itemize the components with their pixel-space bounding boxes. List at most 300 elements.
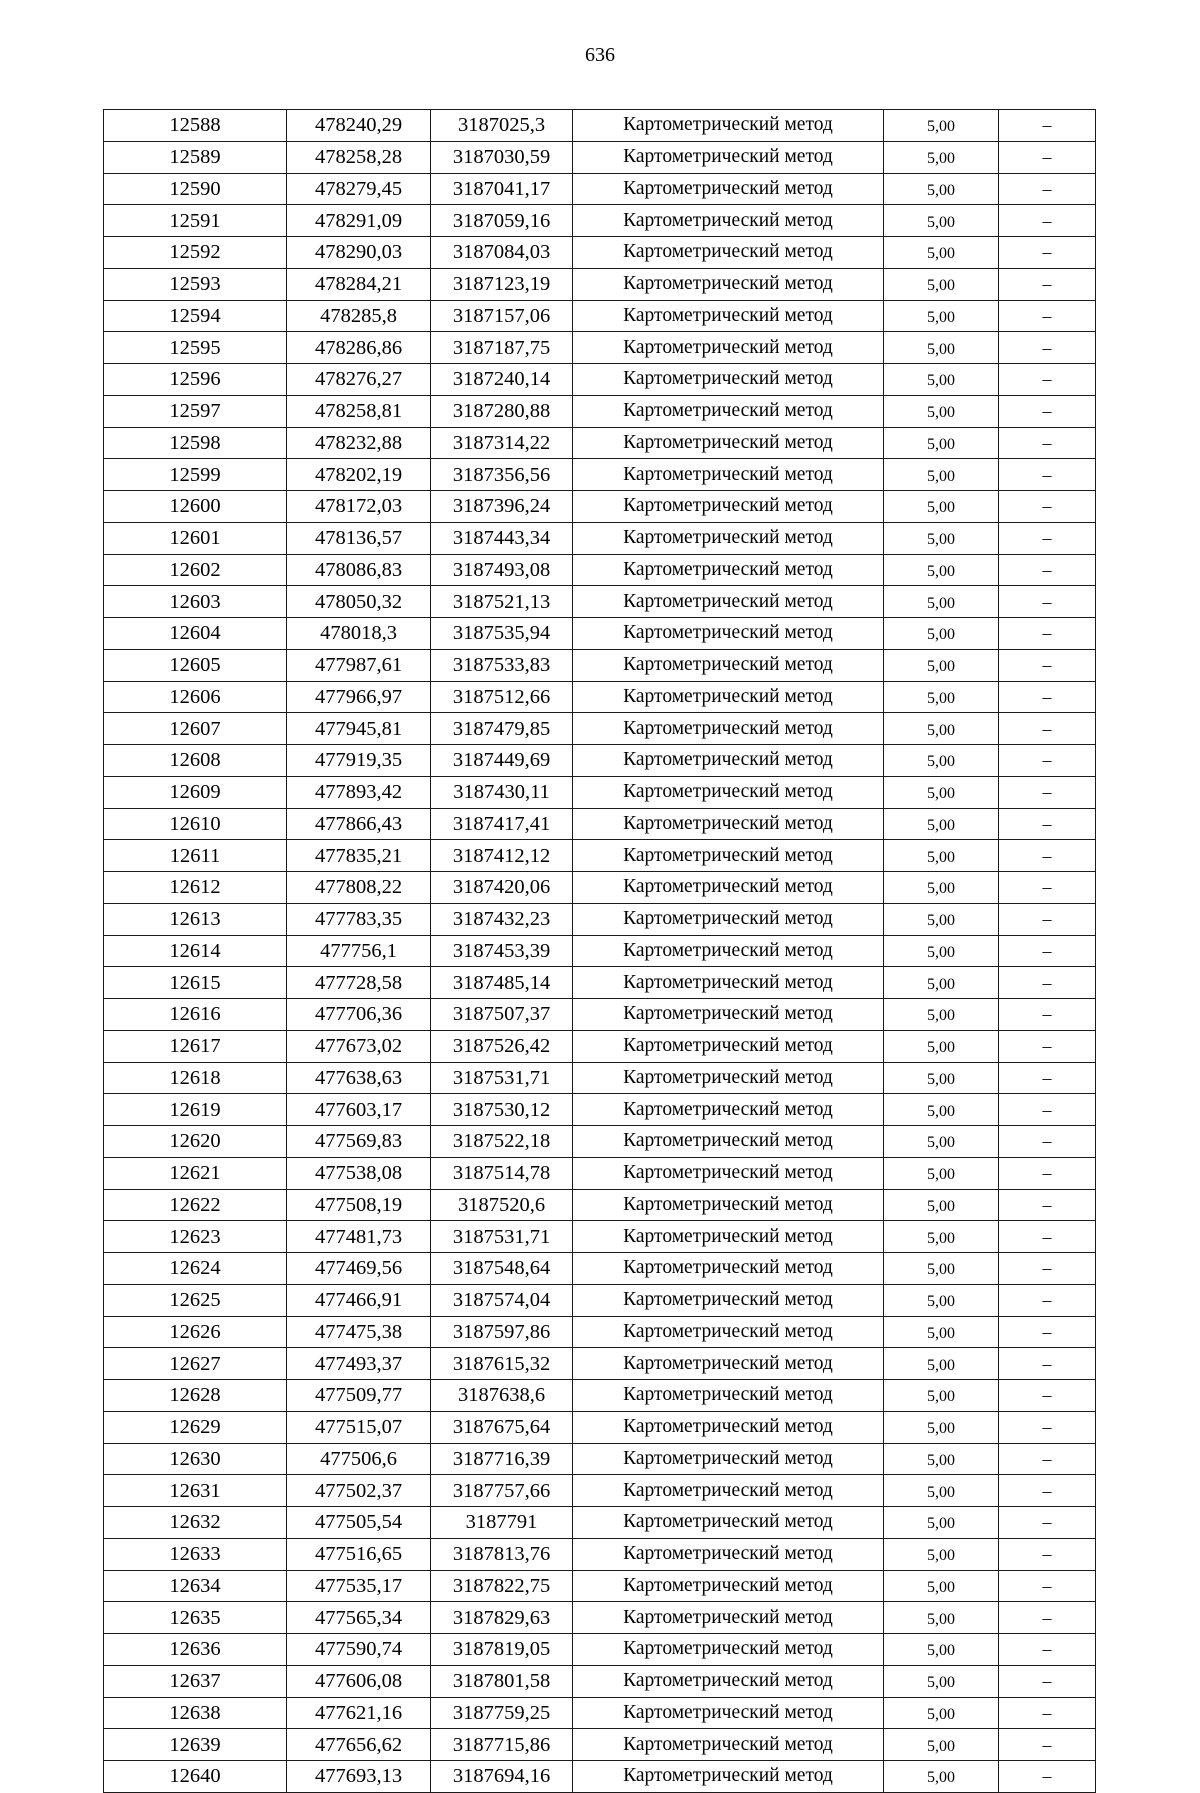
x-coordinate-cell: 477728,58: [287, 967, 431, 999]
table-row: [104, 1538, 1096, 1570]
accuracy-cell: 5,00: [884, 1761, 999, 1793]
table-row: [104, 1253, 1096, 1285]
accuracy-cell: 5,00: [884, 1221, 999, 1253]
note-cell: –: [999, 491, 1096, 523]
point-number-cell: 12635: [104, 1602, 287, 1634]
method-cell: Картометрический метод: [573, 1665, 884, 1697]
note-cell: –: [999, 1634, 1096, 1666]
y-coordinate-cell: 3187041,17: [431, 173, 573, 205]
y-coordinate-cell: 3187522,18: [431, 1126, 573, 1158]
accuracy-cell: 5,00: [884, 110, 999, 142]
accuracy-cell: 5,00: [884, 713, 999, 745]
x-coordinate-cell: 477621,16: [287, 1697, 431, 1729]
note-cell: –: [999, 1189, 1096, 1221]
method-cell: Картометрический метод: [573, 427, 884, 459]
x-coordinate-cell: 477756,1: [287, 935, 431, 967]
table-row: [104, 1030, 1096, 1062]
point-number-cell: 12633: [104, 1538, 287, 1570]
accuracy-cell: 5,00: [884, 1348, 999, 1380]
point-number-cell: 12607: [104, 713, 287, 745]
table-row: [104, 1729, 1096, 1761]
y-coordinate-cell: 3187420,06: [431, 872, 573, 904]
y-coordinate-cell: 3187759,25: [431, 1697, 573, 1729]
x-coordinate-cell: 477945,81: [287, 713, 431, 745]
table-row: [104, 681, 1096, 713]
method-cell: Картометрический метод: [573, 364, 884, 396]
accuracy-cell: 5,00: [884, 745, 999, 777]
accuracy-cell: 5,00: [884, 1253, 999, 1285]
table-row: [104, 395, 1096, 427]
method-cell: Картометрический метод: [573, 554, 884, 586]
x-coordinate-cell: 478018,3: [287, 618, 431, 650]
point-number-cell: 12632: [104, 1507, 287, 1539]
table-row: [104, 1157, 1096, 1189]
table-row: [104, 1348, 1096, 1380]
y-coordinate-cell: 3187432,23: [431, 903, 573, 935]
table-row: [104, 903, 1096, 935]
note-cell: –: [999, 713, 1096, 745]
accuracy-cell: 5,00: [884, 427, 999, 459]
y-coordinate-cell: 3187813,76: [431, 1538, 573, 1570]
point-number-cell: 12618: [104, 1062, 287, 1094]
method-cell: Картометрический метод: [573, 935, 884, 967]
table-row: [104, 427, 1096, 459]
method-cell: Картометрический метод: [573, 1761, 884, 1793]
note-cell: –: [999, 1348, 1096, 1380]
accuracy-cell: 5,00: [884, 586, 999, 618]
method-cell: Картометрический метод: [573, 1475, 884, 1507]
table-row: [104, 586, 1096, 618]
y-coordinate-cell: 3187453,39: [431, 935, 573, 967]
note-cell: –: [999, 1570, 1096, 1602]
x-coordinate-cell: 478291,09: [287, 205, 431, 237]
x-coordinate-cell: 477516,65: [287, 1538, 431, 1570]
point-number-cell: 12594: [104, 300, 287, 332]
method-cell: Картометрический метод: [573, 1443, 884, 1475]
y-coordinate-cell: 3187512,66: [431, 681, 573, 713]
method-cell: Картометрический метод: [573, 967, 884, 999]
accuracy-cell: 5,00: [884, 1538, 999, 1570]
method-cell: Картометрический метод: [573, 1316, 884, 1348]
accuracy-cell: 5,00: [884, 1189, 999, 1221]
accuracy-cell: 5,00: [884, 1380, 999, 1412]
method-cell: Картометрический метод: [573, 1538, 884, 1570]
note-cell: –: [999, 1094, 1096, 1126]
point-number-cell: 12626: [104, 1316, 287, 1348]
point-number-cell: 12610: [104, 808, 287, 840]
point-number-cell: 12621: [104, 1157, 287, 1189]
method-cell: Картометрический метод: [573, 491, 884, 523]
accuracy-cell: 5,00: [884, 808, 999, 840]
point-number-cell: 12624: [104, 1253, 287, 1285]
y-coordinate-cell: 3187530,12: [431, 1094, 573, 1126]
table-row: [104, 1411, 1096, 1443]
point-number-cell: 12598: [104, 427, 287, 459]
point-number-cell: 12640: [104, 1761, 287, 1793]
table-row: [104, 459, 1096, 491]
accuracy-cell: 5,00: [884, 395, 999, 427]
note-cell: –: [999, 173, 1096, 205]
table-row: [104, 808, 1096, 840]
point-number-cell: 12623: [104, 1221, 287, 1253]
method-cell: Картометрический метод: [573, 173, 884, 205]
note-cell: –: [999, 364, 1096, 396]
method-cell: Картометрический метод: [573, 1094, 884, 1126]
y-coordinate-cell: 3187485,14: [431, 967, 573, 999]
point-number-cell: 12609: [104, 776, 287, 808]
y-coordinate-cell: 3187123,19: [431, 268, 573, 300]
y-coordinate-cell: 3187615,32: [431, 1348, 573, 1380]
point-number-cell: 12622: [104, 1189, 287, 1221]
point-number-cell: 12596: [104, 364, 287, 396]
x-coordinate-cell: 478136,57: [287, 522, 431, 554]
accuracy-cell: 5,00: [884, 237, 999, 269]
table-row: [104, 713, 1096, 745]
x-coordinate-cell: 477783,35: [287, 903, 431, 935]
method-cell: Картометрический метод: [573, 1507, 884, 1539]
y-coordinate-cell: 3187521,13: [431, 586, 573, 618]
y-coordinate-cell: 3187535,94: [431, 618, 573, 650]
note-cell: –: [999, 1126, 1096, 1158]
x-coordinate-cell: 477835,21: [287, 840, 431, 872]
x-coordinate-cell: 477515,07: [287, 1411, 431, 1443]
y-coordinate-cell: 3187694,16: [431, 1761, 573, 1793]
y-coordinate-cell: 3187638,6: [431, 1380, 573, 1412]
y-coordinate-cell: 3187443,34: [431, 522, 573, 554]
accuracy-cell: 5,00: [884, 1157, 999, 1189]
table-row: [104, 491, 1096, 523]
note-cell: –: [999, 935, 1096, 967]
accuracy-cell: 5,00: [884, 205, 999, 237]
point-number-cell: 12627: [104, 1348, 287, 1380]
note-cell: –: [999, 1538, 1096, 1570]
method-cell: Картометрический метод: [573, 1380, 884, 1412]
point-number-cell: 12593: [104, 268, 287, 300]
x-coordinate-cell: 477919,35: [287, 745, 431, 777]
y-coordinate-cell: 3187417,41: [431, 808, 573, 840]
note-cell: –: [999, 205, 1096, 237]
x-coordinate-cell: 477502,37: [287, 1475, 431, 1507]
point-number-cell: 12620: [104, 1126, 287, 1158]
method-cell: Картометрический метод: [573, 1253, 884, 1285]
method-cell: Картометрический метод: [573, 999, 884, 1031]
method-cell: Картометрический метод: [573, 300, 884, 332]
point-number-cell: 12630: [104, 1443, 287, 1475]
accuracy-cell: 5,00: [884, 173, 999, 205]
note-cell: –: [999, 459, 1096, 491]
x-coordinate-cell: 477508,19: [287, 1189, 431, 1221]
accuracy-cell: 5,00: [884, 141, 999, 173]
note-cell: –: [999, 1380, 1096, 1412]
method-cell: Картометрический метод: [573, 1348, 884, 1380]
note-cell: –: [999, 1221, 1096, 1253]
note-cell: –: [999, 1729, 1096, 1761]
y-coordinate-cell: 3187030,59: [431, 141, 573, 173]
x-coordinate-cell: 477538,08: [287, 1157, 431, 1189]
note-cell: –: [999, 649, 1096, 681]
note-cell: –: [999, 332, 1096, 364]
y-coordinate-cell: 3187025,3: [431, 110, 573, 142]
point-number-cell: 12600: [104, 491, 287, 523]
note-cell: –: [999, 268, 1096, 300]
y-coordinate-cell: 3187757,66: [431, 1475, 573, 1507]
point-number-cell: 12602: [104, 554, 287, 586]
table-row: [104, 1761, 1096, 1793]
accuracy-cell: 5,00: [884, 872, 999, 904]
method-cell: Картометрический метод: [573, 141, 884, 173]
accuracy-cell: 5,00: [884, 268, 999, 300]
note-cell: –: [999, 1062, 1096, 1094]
x-coordinate-cell: 478276,27: [287, 364, 431, 396]
point-number-cell: 12639: [104, 1729, 287, 1761]
x-coordinate-cell: 477706,36: [287, 999, 431, 1031]
x-coordinate-cell: 478285,8: [287, 300, 431, 332]
table-row: [104, 999, 1096, 1031]
point-number-cell: 12629: [104, 1411, 287, 1443]
accuracy-cell: 5,00: [884, 1411, 999, 1443]
accuracy-cell: 5,00: [884, 1729, 999, 1761]
y-coordinate-cell: 3187822,75: [431, 1570, 573, 1602]
x-coordinate-cell: 477656,62: [287, 1729, 431, 1761]
accuracy-cell: 5,00: [884, 332, 999, 364]
table-row: [104, 840, 1096, 872]
note-cell: –: [999, 1761, 1096, 1793]
x-coordinate-cell: 477893,42: [287, 776, 431, 808]
accuracy-cell: 5,00: [884, 459, 999, 491]
table-row: [104, 300, 1096, 332]
point-number-cell: 12616: [104, 999, 287, 1031]
note-cell: –: [999, 840, 1096, 872]
table-row: [104, 205, 1096, 237]
point-number-cell: 12634: [104, 1570, 287, 1602]
y-coordinate-cell: 3187597,86: [431, 1316, 573, 1348]
y-coordinate-cell: 3187059,16: [431, 205, 573, 237]
method-cell: Картометрический метод: [573, 1570, 884, 1602]
point-number-cell: 12619: [104, 1094, 287, 1126]
note-cell: –: [999, 1697, 1096, 1729]
point-number-cell: 12588: [104, 110, 287, 142]
x-coordinate-cell: 477966,97: [287, 681, 431, 713]
table-row: [104, 237, 1096, 269]
method-cell: Картометрический метод: [573, 618, 884, 650]
table-row: [104, 268, 1096, 300]
accuracy-cell: 5,00: [884, 1126, 999, 1158]
accuracy-cell: 5,00: [884, 1665, 999, 1697]
point-number-cell: 12636: [104, 1634, 287, 1666]
method-cell: Картометрический метод: [573, 745, 884, 777]
method-cell: Картометрический метод: [573, 872, 884, 904]
note-cell: –: [999, 554, 1096, 586]
y-coordinate-cell: 3187548,64: [431, 1253, 573, 1285]
accuracy-cell: 5,00: [884, 1030, 999, 1062]
note-cell: –: [999, 1665, 1096, 1697]
point-number-cell: 12637: [104, 1665, 287, 1697]
method-cell: Картометрический метод: [573, 1602, 884, 1634]
x-coordinate-cell: 478258,81: [287, 395, 431, 427]
table-row: [104, 1602, 1096, 1634]
y-coordinate-cell: 3187396,24: [431, 491, 573, 523]
method-cell: Картометрический метод: [573, 237, 884, 269]
method-cell: Картометрический метод: [573, 586, 884, 618]
y-coordinate-cell: 3187715,86: [431, 1729, 573, 1761]
y-coordinate-cell: 3187531,71: [431, 1062, 573, 1094]
x-coordinate-cell: 477638,63: [287, 1062, 431, 1094]
note-cell: –: [999, 1507, 1096, 1539]
note-cell: –: [999, 110, 1096, 142]
accuracy-cell: 5,00: [884, 649, 999, 681]
table-row: [104, 1570, 1096, 1602]
table-row: [104, 1284, 1096, 1316]
table-row: [104, 332, 1096, 364]
y-coordinate-cell: 3187801,58: [431, 1665, 573, 1697]
coordinates-table: [103, 109, 1096, 1793]
point-number-cell: 12614: [104, 935, 287, 967]
x-coordinate-cell: 477469,56: [287, 1253, 431, 1285]
method-cell: Картометрический метод: [573, 713, 884, 745]
point-number-cell: 12631: [104, 1475, 287, 1507]
point-number-cell: 12592: [104, 237, 287, 269]
note-cell: –: [999, 808, 1096, 840]
point-number-cell: 12591: [104, 205, 287, 237]
method-cell: Картометрический метод: [573, 649, 884, 681]
note-cell: –: [999, 522, 1096, 554]
note-cell: –: [999, 1411, 1096, 1443]
note-cell: –: [999, 1157, 1096, 1189]
y-coordinate-cell: 3187240,14: [431, 364, 573, 396]
accuracy-cell: 5,00: [884, 554, 999, 586]
accuracy-cell: 5,00: [884, 1443, 999, 1475]
accuracy-cell: 5,00: [884, 1697, 999, 1729]
table-row: [104, 649, 1096, 681]
x-coordinate-cell: 477808,22: [287, 872, 431, 904]
x-coordinate-cell: 477535,17: [287, 1570, 431, 1602]
table-row: [104, 967, 1096, 999]
method-cell: Картометрический метод: [573, 205, 884, 237]
x-coordinate-cell: 477466,91: [287, 1284, 431, 1316]
method-cell: Картометрический метод: [573, 459, 884, 491]
method-cell: Картометрический метод: [573, 1284, 884, 1316]
note-cell: –: [999, 1284, 1096, 1316]
method-cell: Картометрический метод: [573, 110, 884, 142]
accuracy-cell: 5,00: [884, 1284, 999, 1316]
table-row: [104, 872, 1096, 904]
note-cell: –: [999, 586, 1096, 618]
accuracy-cell: 5,00: [884, 1507, 999, 1539]
method-cell: Картометрический метод: [573, 1634, 884, 1666]
y-coordinate-cell: 3187157,06: [431, 300, 573, 332]
method-cell: Картометрический метод: [573, 1729, 884, 1761]
note-cell: –: [999, 903, 1096, 935]
point-number-cell: 12617: [104, 1030, 287, 1062]
note-cell: –: [999, 141, 1096, 173]
note-cell: –: [999, 745, 1096, 777]
x-coordinate-cell: 477606,08: [287, 1665, 431, 1697]
note-cell: –: [999, 872, 1096, 904]
y-coordinate-cell: 3187449,69: [431, 745, 573, 777]
accuracy-cell: 5,00: [884, 681, 999, 713]
x-coordinate-cell: 478050,32: [287, 586, 431, 618]
table-row: [104, 1062, 1096, 1094]
x-coordinate-cell: 477481,73: [287, 1221, 431, 1253]
method-cell: Картометрический метод: [573, 1157, 884, 1189]
note-cell: –: [999, 1030, 1096, 1062]
accuracy-cell: 5,00: [884, 1570, 999, 1602]
y-coordinate-cell: 3187574,04: [431, 1284, 573, 1316]
y-coordinate-cell: 3187526,42: [431, 1030, 573, 1062]
table-row: [104, 1507, 1096, 1539]
note-cell: –: [999, 1316, 1096, 1348]
table-row: [104, 1189, 1096, 1221]
x-coordinate-cell: 477603,17: [287, 1094, 431, 1126]
y-coordinate-cell: 3187533,83: [431, 649, 573, 681]
note-cell: –: [999, 395, 1096, 427]
method-cell: Картометрический метод: [573, 522, 884, 554]
accuracy-cell: 5,00: [884, 1475, 999, 1507]
y-coordinate-cell: 3187829,63: [431, 1602, 573, 1634]
x-coordinate-cell: 478202,19: [287, 459, 431, 491]
y-coordinate-cell: 3187412,12: [431, 840, 573, 872]
page-number: 636: [585, 44, 615, 66]
note-cell: –: [999, 967, 1096, 999]
x-coordinate-cell: 477506,6: [287, 1443, 431, 1475]
point-number-cell: 12595: [104, 332, 287, 364]
method-cell: Картометрический метод: [573, 681, 884, 713]
x-coordinate-cell: 477505,54: [287, 1507, 431, 1539]
accuracy-cell: 5,00: [884, 903, 999, 935]
point-number-cell: 12615: [104, 967, 287, 999]
accuracy-cell: 5,00: [884, 1634, 999, 1666]
point-number-cell: 12601: [104, 522, 287, 554]
x-coordinate-cell: 477565,34: [287, 1602, 431, 1634]
accuracy-cell: 5,00: [884, 300, 999, 332]
method-cell: Картометрический метод: [573, 1411, 884, 1443]
point-number-cell: 12625: [104, 1284, 287, 1316]
accuracy-cell: 5,00: [884, 1062, 999, 1094]
note-cell: –: [999, 1443, 1096, 1475]
table-row: [104, 935, 1096, 967]
y-coordinate-cell: 3187430,11: [431, 776, 573, 808]
note-cell: –: [999, 427, 1096, 459]
table-row: [104, 618, 1096, 650]
table-row: [104, 1221, 1096, 1253]
method-cell: Картометрический метод: [573, 1126, 884, 1158]
accuracy-cell: 5,00: [884, 1602, 999, 1634]
method-cell: Картометрический метод: [573, 1697, 884, 1729]
accuracy-cell: 5,00: [884, 364, 999, 396]
y-coordinate-cell: 3187791: [431, 1507, 573, 1539]
y-coordinate-cell: 3187675,64: [431, 1411, 573, 1443]
point-number-cell: 12605: [104, 649, 287, 681]
accuracy-cell: 5,00: [884, 776, 999, 808]
table-row: [104, 141, 1096, 173]
table-row: [104, 776, 1096, 808]
method-cell: Картометрический метод: [573, 268, 884, 300]
x-coordinate-cell: 477493,37: [287, 1348, 431, 1380]
note-cell: –: [999, 1253, 1096, 1285]
table-row: [104, 1380, 1096, 1412]
y-coordinate-cell: 3187280,88: [431, 395, 573, 427]
table-row: [104, 1475, 1096, 1507]
point-number-cell: 12603: [104, 586, 287, 618]
y-coordinate-cell: 3187493,08: [431, 554, 573, 586]
point-number-cell: 12628: [104, 1380, 287, 1412]
table-row: [104, 745, 1096, 777]
table-row: [104, 364, 1096, 396]
table-row: [104, 1697, 1096, 1729]
y-coordinate-cell: 3187507,37: [431, 999, 573, 1031]
x-coordinate-cell: 477866,43: [287, 808, 431, 840]
method-cell: Картометрический метод: [573, 1030, 884, 1062]
